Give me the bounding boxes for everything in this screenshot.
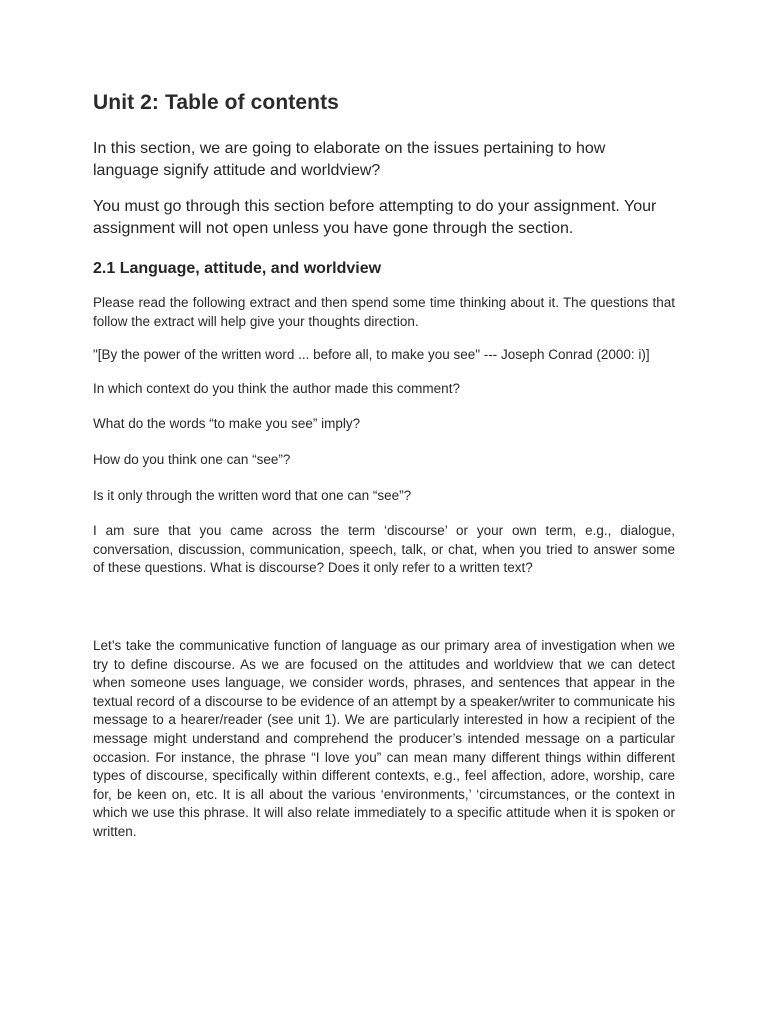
question-paragraph: What do the words “to make you see” imply? xyxy=(93,416,361,432)
section-heading: 2.1 Language, attitude, and worldview xyxy=(93,260,382,277)
body-paragraph: Please read the following extract and then spend some time thinking about it. The questions that follow the extract will help give your thoughts direction. xyxy=(93,295,675,329)
blank-spacer xyxy=(93,593,675,637)
quote-paragraph: "[By the power of the written word ... before all, to make you see" --- Joseph Conrad (2000: i)] xyxy=(93,347,650,363)
question-paragraph: How do you think one can “see”? xyxy=(93,451,291,467)
question-paragraph: In which context do you think the author made this comment? xyxy=(93,380,460,396)
body-paragraph: Let’s take the communicative function of language as our primary area of investigation when we try to define discourse. As we are focused on the attitudes and worldview that we can detect when someone uses language, we consider words, phrases, and sentences that appear in the textual record of a discourse to be evidence of an attempt by a speaker/writer to communicate his message to a hearer/reader (see unit 1). We are particularly interested in how a recipient of the message might understand and comprehend the producer’s intended message on a particular occasion. For instance, the phrase “I love you” can mean many different things within different types of discourse, specifically within different contexts, e.g., feel affection, adore, worship, care for, be keen on, etc. It is all about the various ‘environments,’ ‘circumstances, or the context in which we use this phrase. It will also relate immediately to a specific attitude when it is spoken or written. xyxy=(93,637,675,839)
page-title: Unit 2: Table of contents xyxy=(93,91,339,114)
assignment-notice: You must go through this section before attempting to do your assignment. Your assignment will not open unless you have gone through the section. xyxy=(93,198,657,237)
body-paragraph: I am sure that you came across the term ‘discourse’ or your own term, e.g., dialogue, conversation, discussion, communication, speech, talk, or chat, when you tried to answer some of these questions. What is discourse? Does it only refer to a written text? xyxy=(93,523,675,576)
question-paragraph: Is it only through the written word that one can “see”? xyxy=(93,487,412,503)
document-page xyxy=(93,88,675,856)
intro-paragraph: In this section, we are going to elaborate on the issues pertaining to how language signify attitude and worldview? xyxy=(93,140,606,179)
